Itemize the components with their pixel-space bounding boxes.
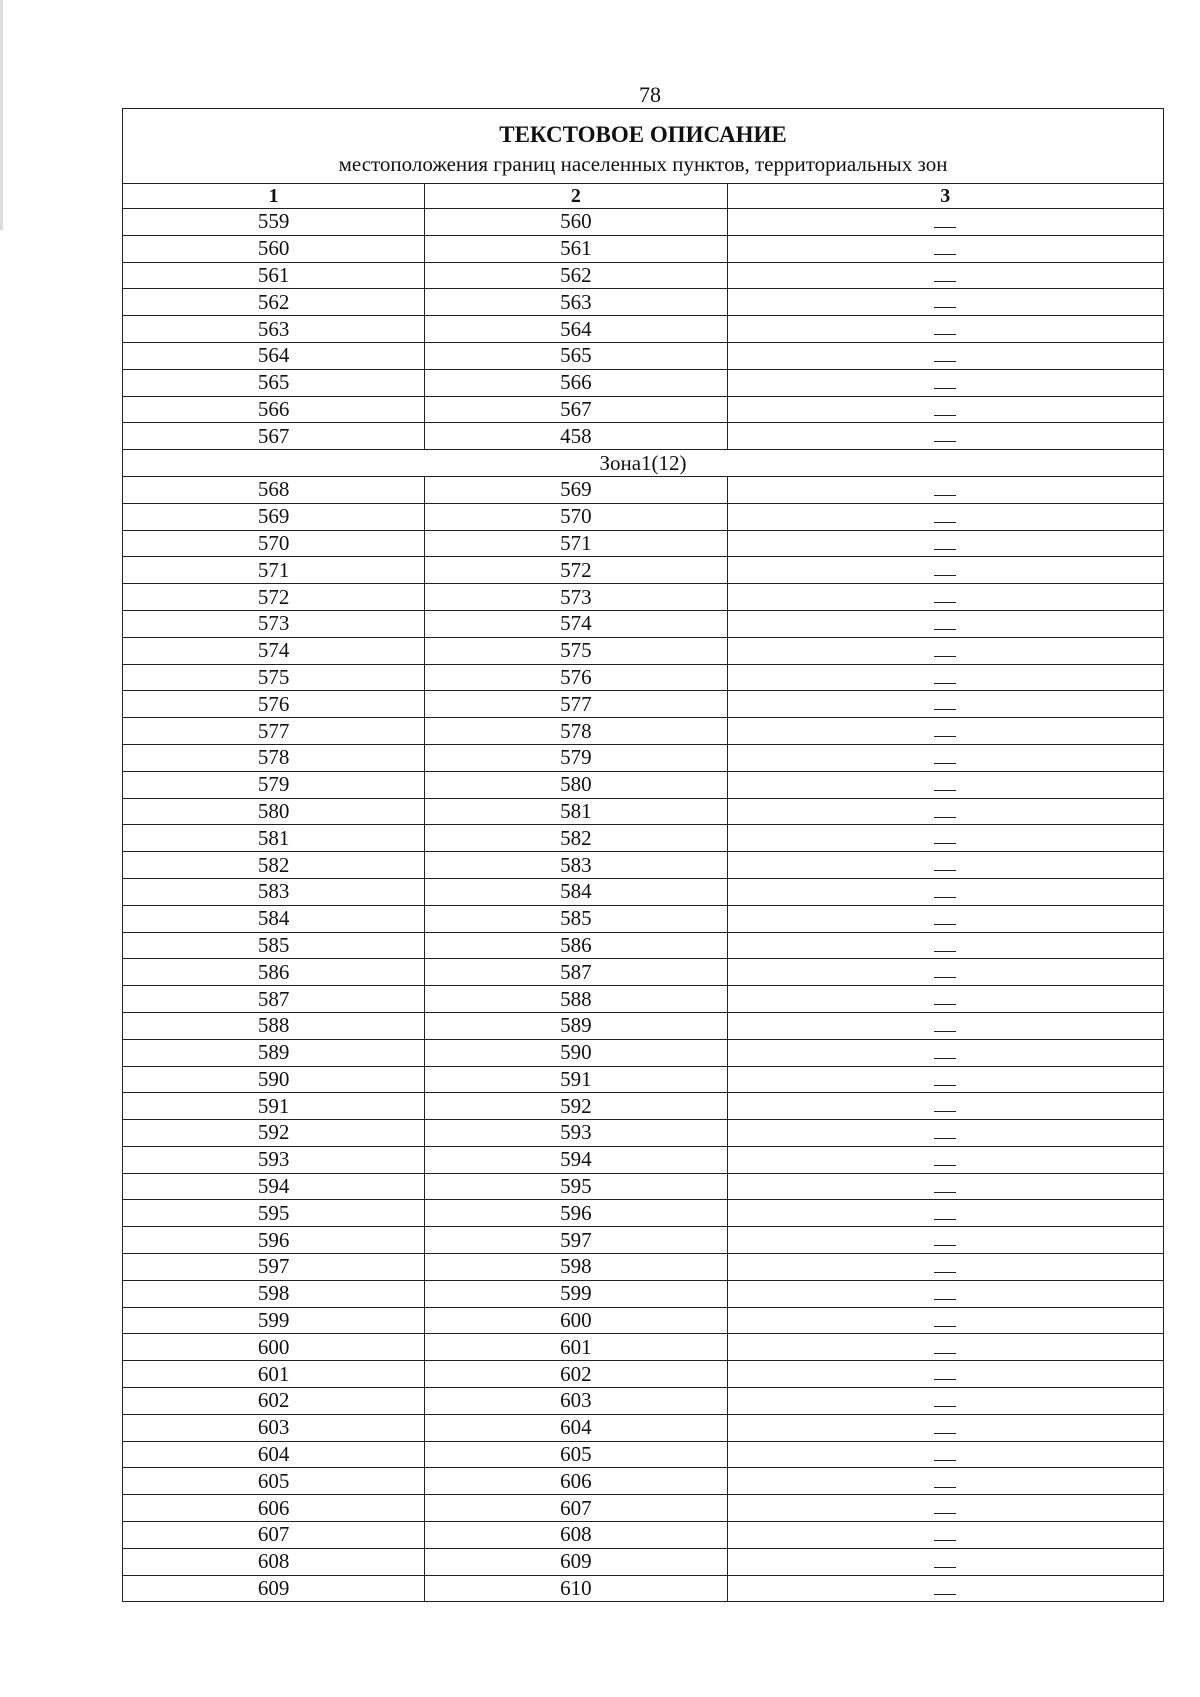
table-cell-col2: 606 [425,1468,727,1495]
table-cell-col2: 560 [425,209,727,236]
table-cell-col1: 560 [123,235,425,262]
table-row [123,1227,1164,1254]
dash-mark [934,1192,956,1193]
table-cell-col2: 586 [425,932,727,959]
table-cell-col1: 577 [123,718,425,745]
table-row [123,423,1164,450]
table-cell-col3 [727,1146,1163,1173]
table-row [123,584,1164,611]
table-row [123,718,1164,745]
table-cell-col3 [727,1441,1163,1468]
dash-mark [934,817,956,818]
table-cell-col2: 609 [425,1548,727,1575]
dash-mark [934,1004,956,1005]
table-row [123,852,1164,879]
table-cell-col3 [727,1468,1163,1495]
table-cell-col2: 601 [425,1334,727,1361]
dash-mark [934,388,956,389]
table-cell-col2: 597 [425,1227,727,1254]
table-cell-col1: 589 [123,1039,425,1066]
table-cell-col1: 600 [123,1334,425,1361]
table-cell-col1: 608 [123,1548,425,1575]
boundary-description-table [122,108,1164,1602]
table-cell-col1: 598 [123,1280,425,1307]
table-cell-col2: 592 [425,1093,727,1120]
table-cell-col2: 600 [425,1307,727,1334]
dash-mark [934,495,956,496]
table-row [123,1361,1164,1388]
table-cell-col3 [727,798,1163,825]
scan-edge-shadow [0,0,3,230]
dash-mark [934,1138,956,1139]
table-row [123,1254,1164,1281]
table-row [123,1120,1164,1147]
table-cell-col1: 559 [123,209,425,236]
table-cell-col1: 571 [123,557,425,584]
table-row [123,825,1164,852]
table-cell-col2: 576 [425,664,727,691]
table-cell-col2: 458 [425,423,727,450]
table-cell-col3 [727,1388,1163,1415]
table-row [123,959,1164,986]
dash-mark [934,1165,956,1166]
table-cell-col3 [727,637,1163,664]
dash-mark [934,1058,956,1059]
table-cell-col1: 590 [123,1066,425,1093]
table-cell-col2: 602 [425,1361,727,1388]
table-cell-col1: 588 [123,1012,425,1039]
dash-mark [934,736,956,737]
dash-mark [934,1085,956,1086]
table-row [123,1280,1164,1307]
table-cell-col3 [727,423,1163,450]
table-row [123,1012,1164,1039]
table-cell-col3 [727,530,1163,557]
table-cell-col3 [727,1361,1163,1388]
table-cell-col3 [727,1254,1163,1281]
table-cell-col2: 578 [425,718,727,745]
table-row [123,209,1164,236]
table-cell-col1: 592 [123,1120,425,1147]
table-row [123,369,1164,396]
table-row [123,771,1164,798]
dash-mark [934,683,956,684]
dash-mark [934,549,956,550]
table-cell-col1: 596 [123,1227,425,1254]
dash-mark [934,254,956,255]
table-cell-col2: 589 [425,1012,727,1039]
table-cell-col1: 580 [123,798,425,825]
table-cell-col2: 569 [425,476,727,503]
table-cell-col3 [727,476,1163,503]
table-cell-col2: 585 [425,905,727,932]
table-cell-col3 [727,316,1163,343]
table-cell-col2: 608 [425,1522,727,1549]
page-number: 78 [639,82,661,107]
table-cell-col2: 580 [425,771,727,798]
table-row [123,1039,1164,1066]
table-cell-col1: 584 [123,905,425,932]
table-row [123,235,1164,262]
table-row [123,1146,1164,1173]
table-cell-col1: 568 [123,476,425,503]
table-row [123,1522,1164,1549]
table-cell-col1: 587 [123,986,425,1013]
table-cell-col1: 566 [123,396,425,423]
table-cell-col1: 570 [123,530,425,557]
table-row [123,1307,1164,1334]
table-cell-col2: 584 [425,878,727,905]
table-cell-col3 [727,1575,1163,1602]
table-cell-col3 [727,1227,1163,1254]
table-cell-col1: 579 [123,771,425,798]
zone-label: Зона1(12) [123,450,1164,477]
dash-mark [934,1513,956,1514]
table-cell-col1: 607 [123,1522,425,1549]
table-cell-col2: 561 [425,235,727,262]
table-row [123,530,1164,557]
dash-mark [934,1219,956,1220]
table-row [123,878,1164,905]
dash-mark [934,1433,956,1434]
table-row [123,262,1164,289]
rows-before-zone [123,209,1164,450]
dash-mark [934,843,956,844]
table-cell-col2: 604 [425,1414,727,1441]
table-cell-col3 [727,932,1163,959]
table-row [123,798,1164,825]
table-row [123,1066,1164,1093]
table-row [123,289,1164,316]
table-cell-col2: 596 [425,1200,727,1227]
table-row [123,476,1164,503]
table-cell-col1: 573 [123,610,425,637]
table-cell-col3 [727,959,1163,986]
table-row [123,1441,1164,1468]
table-cell-col3 [727,209,1163,236]
dash-mark [934,656,956,657]
table-cell-col2: 564 [425,316,727,343]
table-row [123,1414,1164,1441]
table-cell-col3 [727,1522,1163,1549]
column-header-1: 1 [123,184,425,209]
table-cell-col2: 577 [425,691,727,718]
table-cell-col2: 579 [425,744,727,771]
dash-mark [934,870,956,871]
table-cell-col2: 566 [425,369,727,396]
dash-mark [934,1272,956,1273]
table-cell-col3 [727,1200,1163,1227]
dash-mark [934,1326,956,1327]
table-row [123,1495,1164,1522]
table-row [123,557,1164,584]
dash-mark [934,281,956,282]
zone-label-row [123,450,1164,477]
table-cell-col2: 587 [425,959,727,986]
table-cell-col3 [727,1012,1163,1039]
dash-mark [934,334,956,335]
dash-mark [934,361,956,362]
dash-mark [934,1245,956,1246]
table-cell-col3 [727,718,1163,745]
table-cell-col3 [727,1120,1163,1147]
dash-mark [934,1031,956,1032]
dash-mark [934,522,956,523]
table-cell-col1: 601 [123,1361,425,1388]
dash-mark [934,1460,956,1461]
table-row [123,664,1164,691]
table-cell-col3 [727,369,1163,396]
table-cell-col3 [727,1280,1163,1307]
table-cell-col1: 606 [123,1495,425,1522]
table-cell-col3 [727,1548,1163,1575]
table-cell-col1: 583 [123,878,425,905]
table-cell-col1: 565 [123,369,425,396]
table-row [123,610,1164,637]
table-cell-col1: 603 [123,1414,425,1441]
dash-mark [934,441,956,442]
table-cell-col1: 563 [123,316,425,343]
table-cell-col3 [727,1066,1163,1093]
table-cell-col3 [727,852,1163,879]
table-cell-col3 [727,878,1163,905]
dash-mark [934,602,956,603]
table-cell-col3 [727,262,1163,289]
table-cell-col2: 594 [425,1146,727,1173]
table-cell-col1: 561 [123,262,425,289]
dash-mark [934,415,956,416]
table-cell-col2: 583 [425,852,727,879]
dash-mark [934,575,956,576]
table-cell-col3 [727,771,1163,798]
table-row [123,905,1164,932]
table-cell-col3 [727,1495,1163,1522]
table-cell-col2: 567 [425,396,727,423]
table-row [123,503,1164,530]
table-cell-col3 [727,825,1163,852]
table-cell-col2: 572 [425,557,727,584]
dash-mark [934,790,956,791]
dash-mark [934,924,956,925]
table-cell-col2: 590 [425,1039,727,1066]
table-row [123,932,1164,959]
table-cell-col2: 591 [425,1066,727,1093]
table-cell-col2: 562 [425,262,727,289]
dash-mark [934,951,956,952]
table-cell-col2: 563 [425,289,727,316]
column-header-2: 2 [425,184,727,209]
table-cell-col2: 573 [425,584,727,611]
table-cell-col1: 591 [123,1093,425,1120]
dash-mark [934,1567,956,1568]
table-row [123,396,1164,423]
table-cell-col3 [727,986,1163,1013]
table-cell-col3 [727,1093,1163,1120]
table-row [123,1388,1164,1415]
table-cell-col2: 599 [425,1280,727,1307]
table-cell-col1: 604 [123,1441,425,1468]
dash-mark [934,1540,956,1541]
table-row [123,1200,1164,1227]
table-cell-col3 [727,905,1163,932]
zone-section [123,450,1164,477]
table-cell-col1: 597 [123,1254,425,1281]
table-row [123,986,1164,1013]
table-cell-col2: 582 [425,825,727,852]
table-row [123,691,1164,718]
table-cell-col2: 610 [425,1575,727,1602]
table-cell-col1: 602 [123,1388,425,1415]
table-cell-col3 [727,664,1163,691]
table-cell-col1: 567 [123,423,425,450]
dash-mark [934,227,956,228]
table-title-block [123,109,1164,184]
table-cell-col3 [727,235,1163,262]
table-cell-col1: 586 [123,959,425,986]
table-cell-col2: 598 [425,1254,727,1281]
table-cell-col1: 578 [123,744,425,771]
table-row [123,1173,1164,1200]
table-cell-col1: 593 [123,1146,425,1173]
table-cell-col2: 565 [425,342,727,369]
table-subtitle: местоположения границ населенных пунктов, территориальных зон [338,152,948,176]
table-cell-col2: 593 [425,1120,727,1147]
dash-mark [934,1353,956,1354]
table-cell-col3 [727,1307,1163,1334]
table-cell-col2: 570 [425,503,727,530]
table-row [123,1334,1164,1361]
table-cell-col1: 564 [123,342,425,369]
dash-mark [934,1379,956,1380]
rows-after-zone [123,476,1164,1601]
dash-mark [934,307,956,308]
table-cell-col1: 569 [123,503,425,530]
table-cell-col1: 576 [123,691,425,718]
table-cell-col1: 572 [123,584,425,611]
table-cell-col3 [727,1334,1163,1361]
table-cell-col1: 605 [123,1468,425,1495]
dash-mark [934,1594,956,1595]
table-row [123,637,1164,664]
table-cell-col3 [727,1173,1163,1200]
table-row [123,744,1164,771]
table-row [123,1468,1164,1495]
table-cell-col2: 607 [425,1495,727,1522]
table-cell-col1: 574 [123,637,425,664]
table-cell-col3 [727,610,1163,637]
dash-mark [934,763,956,764]
table-cell-col1: 594 [123,1173,425,1200]
dash-mark [934,897,956,898]
table-cell-col1: 581 [123,825,425,852]
table-cell-col3 [727,396,1163,423]
table-row [123,342,1164,369]
table-cell-col3 [727,1414,1163,1441]
column-header-row [123,184,1164,209]
table-cell-col1: 585 [123,932,425,959]
table-cell-col2: 588 [425,986,727,1013]
dash-mark [934,1111,956,1112]
table-cell-col1: 582 [123,852,425,879]
dash-mark [934,1406,956,1407]
table-cell-col1: 595 [123,1200,425,1227]
table-row [123,316,1164,343]
table-cell-col2: 574 [425,610,727,637]
table-cell-col1: 562 [123,289,425,316]
table-cell-col3 [727,503,1163,530]
dash-mark [934,977,956,978]
table-cell-col3 [727,289,1163,316]
table-row [123,1093,1164,1120]
table-cell-col2: 603 [425,1388,727,1415]
table-cell-col2: 575 [425,637,727,664]
table-cell-col3 [727,342,1163,369]
table-cell-col3 [727,1039,1163,1066]
table-row [123,1575,1164,1602]
dash-mark [934,629,956,630]
table-cell-col2: 581 [425,798,727,825]
table-cell-col2: 571 [425,530,727,557]
table-cell-col3 [727,744,1163,771]
table-cell-col1: 599 [123,1307,425,1334]
table-cell-col3 [727,557,1163,584]
dash-mark [934,1299,956,1300]
table-title: ТЕКСТОВОЕ ОПИСАНИЕ [499,122,787,147]
column-header-3: 3 [727,184,1163,209]
table-cell-col1: 575 [123,664,425,691]
table-cell-col2: 605 [425,1441,727,1468]
table-cell-col3 [727,584,1163,611]
dash-mark [934,1487,956,1488]
table-row [123,1548,1164,1575]
table-cell-col3 [727,691,1163,718]
table-cell-col2: 595 [425,1173,727,1200]
dash-mark [934,709,956,710]
table-cell-col1: 609 [123,1575,425,1602]
